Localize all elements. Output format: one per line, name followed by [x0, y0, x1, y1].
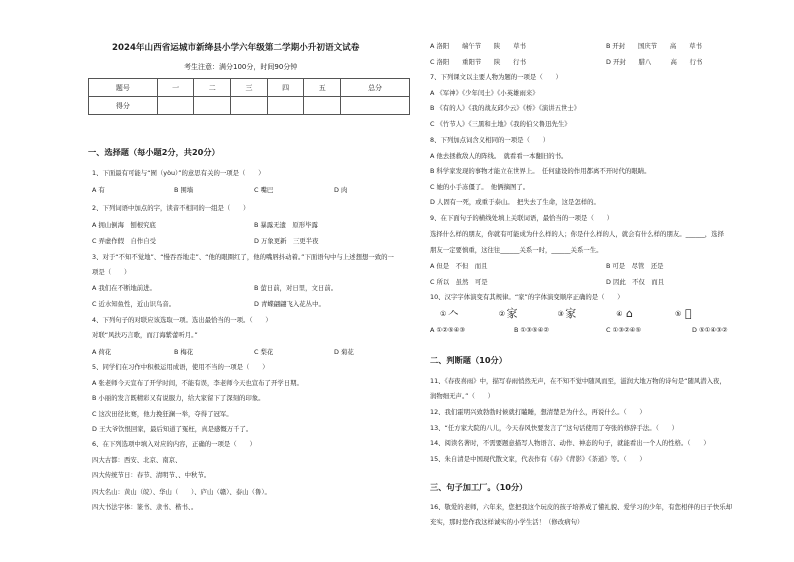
q1-option-a: A 有 [92, 186, 105, 194]
glyph-label-1: ① [440, 310, 447, 318]
q6-option-c: C 洛阳 重阳节 陕 行书 [430, 58, 526, 66]
question-9: 9、在下面句子的横线处填上关联词语，最恰当的一项是（ ） [430, 214, 614, 222]
q6-line-capitals: 四大古都：西安、北京、南京、 [92, 456, 182, 464]
q7-option-b: B 《有的人》《我的战友邱少云》《桥》《演讲五世士》 [430, 104, 581, 112]
question-7: 7、下列课文以主要人物为题的一项是（ ） [430, 73, 562, 81]
seal-glyph-4: ⌂ [626, 307, 634, 320]
score-cell: 题号 [89, 79, 158, 97]
seal-glyph-5: 𡧂 [684, 307, 692, 320]
section3-heading: 三、句子加工厂。（10分） [430, 482, 528, 492]
question-6: 6、在下列选项中填入对应的内容，正确的一项是（ ） [92, 440, 256, 448]
question-1: 1、下面最有可能与“囿（yòu）”的意思有关的一项是（ ） [92, 169, 265, 177]
q2-option-b: B 暴露无遗 原形毕露 [254, 221, 318, 229]
q6-option-b: B 开封 国庆节 高 草书 [606, 42, 702, 50]
q5-option-d: D 王大爷饮恨回家，最后知道了冤枉，真是感慨万千了。 [92, 425, 253, 433]
score-input-cell[interactable] [194, 97, 231, 115]
seal-glyph-2: 家 [506, 307, 518, 320]
question-10: 10、汉字字体演变有其规律。“家”的字体演变顺序正确的是（ ） [430, 293, 624, 301]
section2-heading: 二、判断题（10分） [430, 355, 507, 365]
q5-option-b: B 小丽的发言既精彩又有说服力，给大家留下了深刻的印象。 [92, 394, 265, 402]
score-cell: 总分 [341, 79, 410, 97]
q10-option-c: C ①③②④⑤ [606, 326, 642, 334]
q3-option-a: A 我们在不断地前进。 [92, 284, 156, 292]
q9-body-line2: 朋友一定要慎重，这往往______关系一时，______关系一生。 [430, 246, 603, 254]
score-cell: 得分 [89, 97, 158, 115]
q6-line-mountains: 四大名山：黄山（皖）、华山（ ）、庐山（赣）、泰山（鲁）。 [92, 488, 271, 496]
question-4-line1: 4、下列句子的对联应该选取一项。选出最恰当的一项。（ ） [92, 316, 272, 324]
score-cell: 五 [304, 79, 341, 97]
question-8: 8、下列加点词含义相同的一项是（ ） [430, 136, 550, 144]
q9-option-b: B 可是 尽管 还是 [606, 262, 664, 270]
question-5: 5、同学们在习作中积极运用成语，使用不当的一项是（ ） [92, 363, 269, 371]
score-input-cell[interactable] [304, 97, 341, 115]
q8-option-c: C 她的小手冻僵了。 他俩摘图了。 [430, 183, 530, 191]
score-input-cell[interactable] [157, 97, 194, 115]
q10-option-a: A ①②⑤④③ [430, 326, 466, 334]
q3-option-b: B 萤日前，对日里，文日前。 [254, 284, 338, 292]
q7-option-a: A 《军神》《少年闰土》《小英雄雨来》 [430, 89, 539, 97]
score-input-cell[interactable] [267, 97, 304, 115]
q9-option-c: C 所以 虽然 可是 [430, 278, 488, 286]
q4-option-c: C 梨花 [254, 348, 274, 356]
q1-option-d: D 肉 [334, 186, 348, 194]
q10-option-d: D ⑤①④③② [692, 326, 728, 334]
glyph-label-5: ⑤ [675, 310, 682, 318]
q1-option-c: C 嘴巴 [254, 186, 274, 194]
exam-title: 2024年山西省运城市新绛县小学六年级第二学期小升初语文试卷 [112, 43, 360, 53]
question-12: 12、我们霍明兴致勃勃时候就打瞌睡，想清楚是为什么，再说什么。（ ） [430, 408, 646, 416]
score-cell: 四 [267, 79, 304, 97]
question-11-line1: 11、《春夜喜雨》中，描写春雨悄然无声，在不知不觉中随风而至，滋润大地万物的诗句是“随风潜入夜， [430, 377, 726, 385]
score-input-cell[interactable] [231, 97, 268, 115]
q10-glyph-row [440, 307, 695, 321]
q7-option-c: C 《竹节人》《三黑和土地》《我的伯父鲁迅先生》 [430, 120, 571, 128]
question-13: 13、“任方家大院的八儿，今天春风快要发言了”这句话使用了夸张的修辞手法。（ ） [430, 424, 679, 432]
q1-option-b: B 围墙 [174, 186, 194, 194]
score-cell: 一 [157, 79, 194, 97]
question-16-line1: 16、敬爱的老师，六年来，您把我这个玩皮的孩子培养成了懂礼貌、爱学习的少年，有您相伴的日子快乐却 [430, 503, 733, 511]
question-15: 15、朱自清是中国现代散文家，代表作有《春》《背影》《茶道》等。（ ） [430, 455, 646, 463]
score-input-cell[interactable] [341, 97, 410, 115]
question-4-line2: 对联“风扶巧言歌，而汀海紫蕾听月。” [92, 331, 198, 339]
q6-option-d: D 开封 腊八 高 行书 [606, 58, 703, 66]
question-14: 14、阅读名著时，不需要题意描写人物语言、动作、神态的句子，就能看出一个人的性格。（ ） [430, 439, 710, 447]
q3-option-c: C 近水知鱼性，近山识鸟音。 [92, 300, 176, 308]
question-3-line2: 项是（ ） [92, 268, 131, 276]
question-3-line1: 3、对于“不知不觉地”、“慢吞吞地走”、“他的眼圈红了，他的嘴唇抖动着。”下面语句中与上述想想一致的一 [92, 253, 394, 261]
q9-option-a: A 但是 不但 而且 [430, 262, 488, 270]
q5-option-c: C 这次田径比赛，他力挽狂澜一举，夺得了冠军。 [92, 410, 233, 418]
question-2: 2、下列词语中加点的字，读音不相同的一组是（ ） [92, 204, 250, 212]
score-table-score-row [89, 97, 410, 115]
exam-notice: 考生注意：满分100分，时间90分钟 [184, 63, 298, 71]
q5-option-a: A 张老师今天宣布了开学时间，不能有误，李老师今天也宣布了开学日期。 [92, 379, 303, 387]
question-16-line2: 充实，那时您作我这样诚实的小学生活！（修改病句） [430, 518, 584, 526]
glyph-label-2: ② [498, 310, 506, 318]
q4-option-d: D 菊花 [334, 348, 354, 356]
q2-option-a: A 拥山倒海 刨根究底 [92, 221, 156, 229]
q4-option-a: A 荷花 [92, 348, 112, 356]
section1-heading: 一、选择题（每小题2分，共20分） [88, 147, 220, 157]
q8-option-b: B 科学家发现的事物才能立在世界上。 任何建设的作用都离不开时代的眼睛。 [430, 167, 651, 175]
score-cell: 二 [194, 79, 231, 97]
q10-option-b: B ①③⑤④② [514, 326, 550, 334]
q8-option-a: A 他去拯救敌人的阵线。 就看看一本翻旧的书。 [430, 152, 568, 160]
q6-line-festivals: 四大传统节日：春节、清明节、、中秋节。 [92, 471, 211, 479]
score-table-header-row [89, 79, 410, 97]
score-table [88, 78, 410, 115]
seal-glyph-1: 𠆢 [447, 307, 459, 320]
score-cell: 三 [231, 79, 268, 97]
q3-option-d: D 青蝶翩翩飞入花丛中。 [254, 300, 325, 308]
q4-option-b: B 梅花 [174, 348, 194, 356]
seal-glyph-3: 家 [565, 307, 577, 320]
q2-option-c: C 弄虚作假 自作自受 [92, 237, 157, 245]
q2-option-d: D 万象更新 三更半夜 [254, 237, 319, 245]
q6-line-calligraphy: 四大书法字体：篆书、隶书、楷书、。 [92, 503, 198, 511]
q9-option-d: D 因此 不仅 而且 [606, 278, 665, 286]
q9-body-line1: 选择什么样的朋友，你就有可能成为什么样的人；你是什么样的人，就会有什么样的朋友。______，选择 [430, 230, 724, 238]
q8-option-d: D 人固有一死，或重于泰山。 把失去了生命，这是怎样的。 [430, 198, 600, 206]
q6-option-a: A 洛阳 端午节 陕 草书 [430, 42, 526, 50]
question-11-line2: 润物细无声。”（ ） [430, 392, 495, 400]
glyph-label-4: ④ [616, 310, 623, 318]
glyph-label-3: ③ [557, 310, 564, 318]
